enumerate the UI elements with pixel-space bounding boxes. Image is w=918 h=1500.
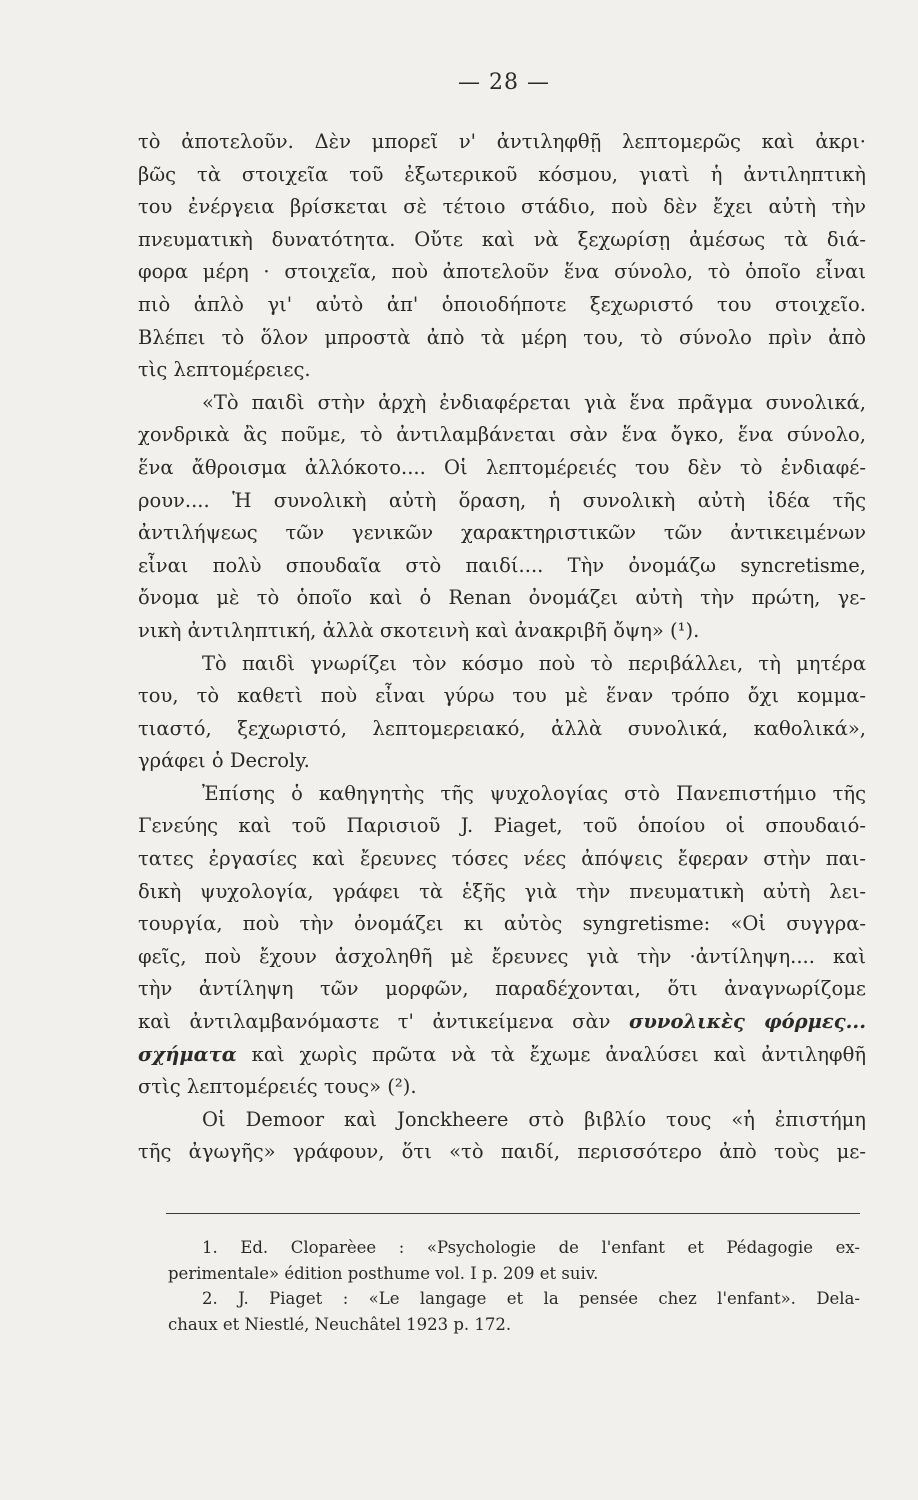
text-line: του ἐνέργεια βρίσκεται σὲ τέτοιο στάδιο, ποὺ δὲν ἔχει αὐτὴ τὴν bbox=[138, 195, 866, 219]
text-line: τὶς λεπτομέρειες. bbox=[138, 358, 311, 382]
text-line: στὶς λεπτομέρειές τους» (²). bbox=[138, 1075, 417, 1099]
text-line: χονδρικὰ ἂς ποῦμε, τὸ ἀντιλαμβάνεται σὰν ἕνα ὄγκο, ἕνα σύνολο, bbox=[138, 423, 866, 447]
text-line: βῶς τὰ στοιχεῖα τοῦ ἐξωτερικοῦ κόσμου, γιατὶ ἡ ἀντιληπτικὴ bbox=[138, 162, 866, 186]
text-line: τουργία, ποὺ τὴν ὀνομάζει κι αὐτὸς syngretisme: «Οἱ συγγρα- bbox=[138, 912, 866, 936]
footnote-line: 1. Ed. Cloparèee : «Psychologie de l'enfant et Pédagogie ex- bbox=[202, 1238, 860, 1257]
text-line: δικὴ ψυχολογία, γράφει τὰ ἑξῆς γιὰ τὴν πνευματικὴ αὐτὴ λει- bbox=[138, 879, 866, 903]
paragraph-5 bbox=[138, 1104, 866, 1169]
footnote-line: 2. J. Piaget : «Le langage et la pensée chez l'enfant». Dela- bbox=[202, 1289, 860, 1308]
footnote-line: chaux et Niestlé, Neuchâtel 1923 p. 172. bbox=[168, 1314, 512, 1334]
text-line bbox=[138, 1039, 866, 1072]
text-line: ἀντιλήψεως τῶν γενικῶν χαρακτηριστικῶν τῶν ἀντικειμένων bbox=[138, 521, 866, 545]
paragraph-1 bbox=[138, 126, 866, 387]
text-line: τιαστό, ξεχωριστό, λεπτομερειακό, ἀλλὰ συνολικά, καθολικά», bbox=[138, 716, 866, 740]
emphasis-text: συνολικὲς φόρμες... bbox=[629, 1010, 867, 1034]
text-line: γράφει ὁ Decroly. bbox=[138, 749, 310, 773]
text-line: του, τὸ καθετὶ ποὺ εἶναι γύρω του μὲ ἕναν τρόπο ὄχι κομμα- bbox=[138, 684, 866, 708]
page-number: — 28 — bbox=[458, 70, 550, 95]
text-line: πιὸ ἁπλὸ γι' αὐτὸ ἀπ' ὁποιοδήποτε ξεχωριστό του στοιχεῖο. bbox=[138, 292, 866, 316]
footnote-line: perimentale» édition posthume vol. I p. 209 et suiv. bbox=[168, 1263, 599, 1283]
paragraph-3 bbox=[138, 648, 866, 778]
footnote-divider bbox=[166, 1213, 860, 1214]
text-line: τὸ ἀποτελοῦν. Δὲν μπορεῖ ν' ἀντιληφθῇ λεπτομερῶς καὶ ἀκρι· bbox=[138, 130, 866, 153]
footnotes bbox=[168, 1235, 860, 1337]
paragraph-2 bbox=[138, 387, 866, 648]
text-line: τῆς ἀγωγῆς» γράφουν, ὅτι «τὸ παιδί, περισσότερο ἀπὸ τοὺς με- bbox=[138, 1140, 866, 1164]
text-line: φεῖς, ποὺ ἔχουν ἀσχοληθῆ μὲ ἔρευνες γιὰ τὴν ·ἀντίληψη.... καὶ bbox=[138, 944, 866, 968]
text-line: τατες ἐργασίες καὶ ἔρευνες τόσες νέες ἀπόψεις ἔφεραν στὴν παι- bbox=[138, 847, 866, 871]
body-text bbox=[138, 126, 866, 1169]
text-line: Τὸ παιδὶ γνωρίζει τὸν κόσμο ποὺ τὸ περιβάλλει, τὴ μητέρα bbox=[202, 651, 866, 675]
text-line: τὴν ἀντίληψη τῶν μορφῶν, παραδέχονται, ὅτι ἀναγνωρίζομε bbox=[138, 977, 866, 1001]
paragraph-4 bbox=[138, 778, 866, 1104]
text-line: Οἱ Demoor καὶ Jonckheere στὸ βιβλίο τους «ἡ ἐπιστήμη bbox=[202, 1107, 866, 1131]
text-line: εἶναι πολὺ σπουδαῖα στὸ παιδί.... Τὴν ὀνομάζω syncretisme, bbox=[138, 553, 866, 577]
text-line: ἕνα ἄθροισμα ἀλλόκοτο.... Οἱ λεπτομέρειές του δὲν τὸ ἐνδιαφέ- bbox=[138, 455, 866, 479]
text-line: ὄνομα μὲ τὸ ὁποῖο καὶ ὁ Renan ὀνομάζει αὐτὴ τὴν πρώτη, γε- bbox=[138, 586, 866, 610]
text-line: φορα μέρη · στοιχεῖα, ποὺ ἀποτελοῦν ἕνα σύνολο, τὸ ὁποῖο εἶναι bbox=[138, 260, 866, 284]
text-line: Βλέπει τὸ ὅλον μπροστὰ ἀπὸ τὰ μέρη του, τὸ σύνολο πρὶν ἀπὸ bbox=[138, 325, 866, 349]
text-line: Ἐπίσης ὁ καθηγητὴς τῆς ψυχολογίας στὸ Πανεπιστήμιο τῆς bbox=[202, 781, 866, 805]
text-line bbox=[138, 1006, 866, 1039]
text-run: καὶ χωρὶς πρῶτα νὰ τὰ ἔχωμε ἀναλύσει καὶ ἀντιληφθῆ bbox=[251, 1042, 867, 1066]
text-line: «Τὸ παιδὶ στὴν ἀρχὴ ἐνδιαφέρεται γιὰ ἕνα πρᾶγμα συνολικά, bbox=[202, 390, 866, 414]
text-line: νικὴ ἀντιληπτική, ἀλλὰ σκοτεινὴ καὶ ἀνακριβῆ ὄψη» (¹). bbox=[138, 618, 700, 642]
text-line: ρουν.... Ἡ συνολικὴ αὐτὴ ὅραση, ἡ συνολικὴ αὐτὴ ἰδέα τῆς bbox=[138, 488, 866, 512]
emphasis-text: σχήματα bbox=[138, 1042, 237, 1066]
text-line: Γενεύης καὶ τοῦ Παρισιοῦ J. Piaget, τοῦ ὁποίου οἱ σπουδαιό- bbox=[138, 814, 866, 838]
text-line: πνευματικὴ δυνατότητα. Οὔτε καὶ νὰ ξεχωρίσῃ ἀμέσως τὰ διά- bbox=[138, 227, 866, 251]
text-run: καὶ ἀντιλαμβανόμαστε τ' ἀντικείμενα σὰν bbox=[138, 1010, 611, 1034]
